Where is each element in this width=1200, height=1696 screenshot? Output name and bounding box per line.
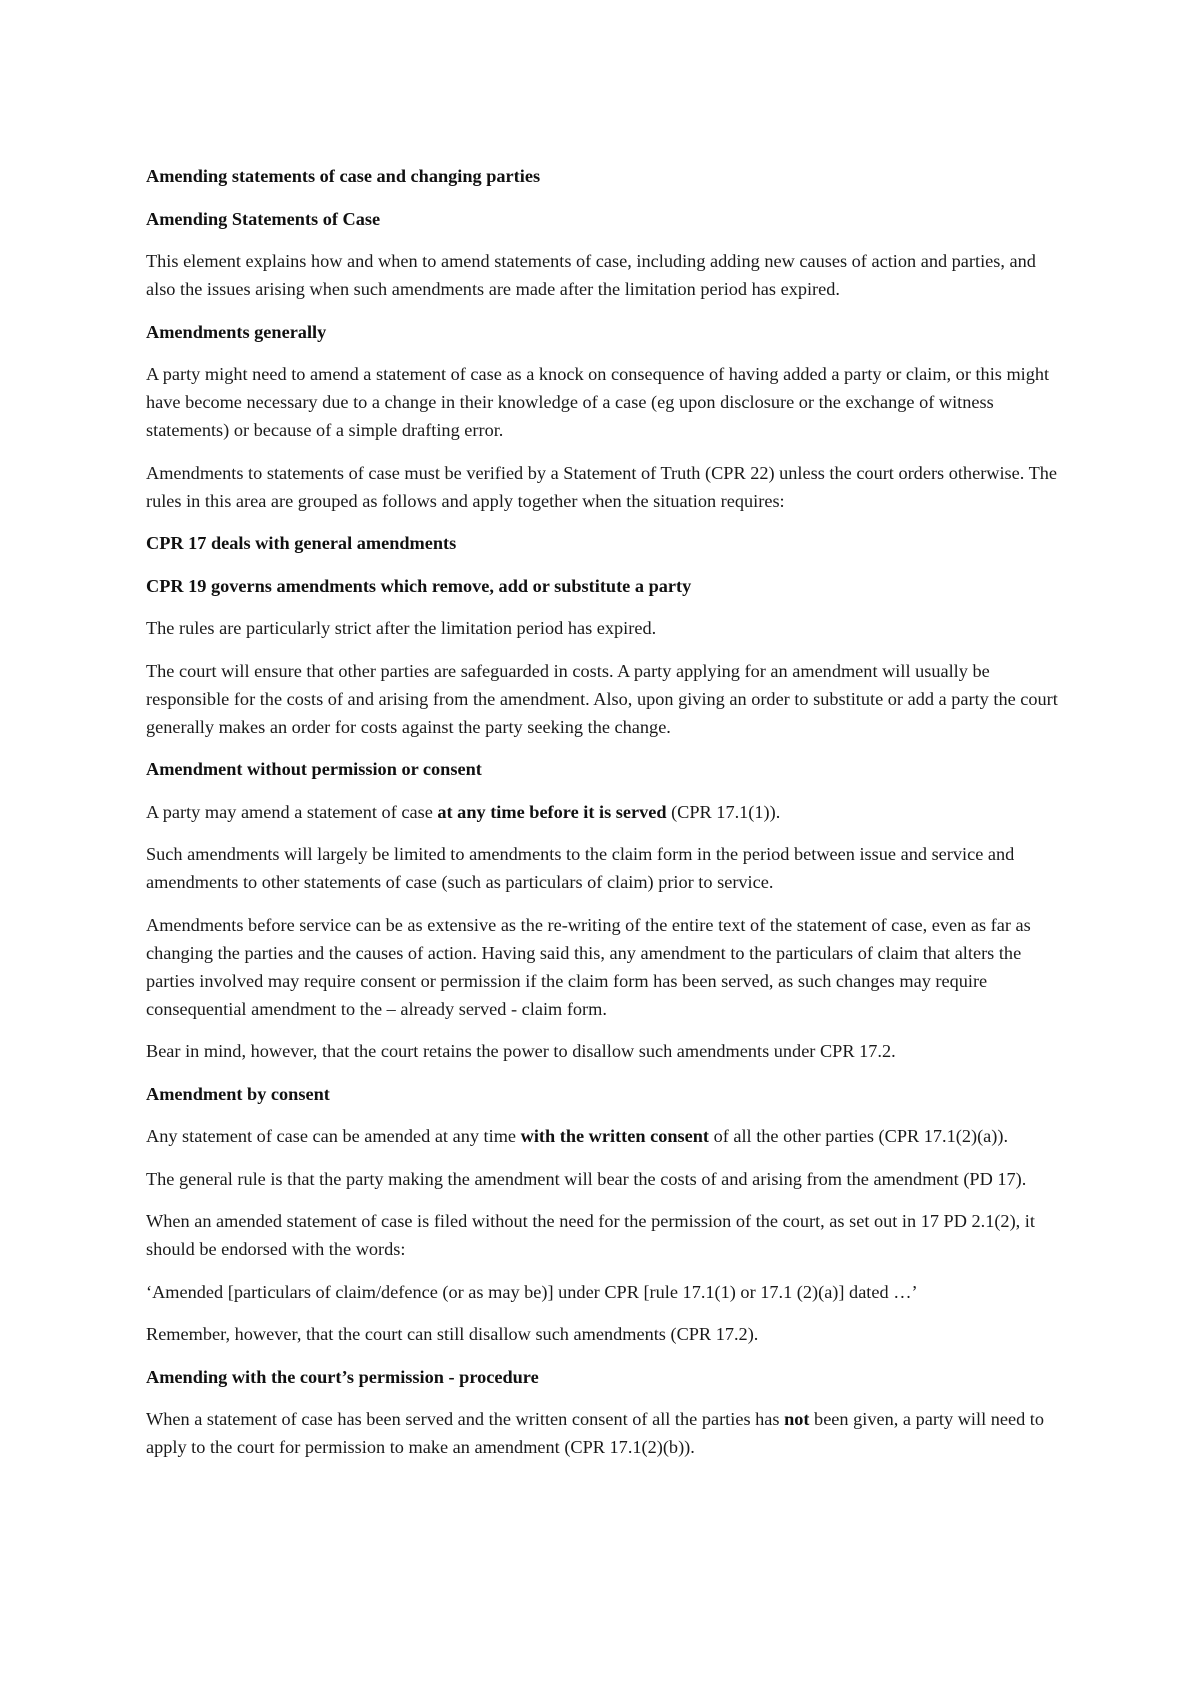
amendments-generally-paragraph-3: The rules are particularly strict after the limitation period has expired.	[146, 618, 657, 638]
without-permission-p1-text-c: (CPR 17.1(1)).	[666, 801, 781, 822]
cpr19-heading: CPR 19 governs amendments which remove, add or substitute a party	[146, 575, 692, 596]
by-consent-paragraph-2: The general rule is that the party making the amendment will bear the costs of and arising from the amendment (PD 17).	[146, 1168, 1027, 1189]
by-consent-p1-text-a: Any statement of case can be amended at any time	[146, 1126, 521, 1146]
amendments-generally-paragraph-4: The court will ensure that other parties are safeguarded in costs. A party applying for an amendment will usually be responsible for the costs of and arising from the amendment. Also, upon giving an order to substitute or add a party the court generally makes an order for costs against the party seeking the change.	[146, 660, 1058, 737]
with-permission-paragraph-1	[146, 1405, 1066, 1461]
without-permission-heading: Amendment without permission or consent	[146, 759, 482, 779]
amendments-generally-heading: Amendments generally	[146, 321, 327, 342]
by-consent-paragraph-1	[146, 1122, 1066, 1150]
without-permission-p1-emphasis: at any time before it is served	[437, 801, 667, 822]
by-consent-p1-emphasis: with the written consent	[520, 1126, 709, 1146]
by-consent-endorsement-quote: ‘Amended [particulars of claim/defence (or as may be)] under CPR [rule 17.1(1) or 17.1 (2)(a)] dated …’	[146, 1281, 918, 1302]
amendments-generally-paragraph-1: A party might need to amend a statement of case as a knock on consequence of having added a party or claim, or this might have become necessary due to a change in their knowledge of a case (eg upon disclosure or the exchange of witness statements) or because of a simple drafting error.	[146, 364, 1050, 440]
without-permission-paragraph-3: Amendments before service can be as extensive as the re-writing of the entire text of the statement of case, even as far as changing the parties and the causes of action. Having said this, any amendment to the particulars of claim that alters the parties involved may require consent or permission if the claim form has been served, as such changes may require consequential amendment to the – already served - claim form.	[146, 914, 1031, 1019]
with-permission-p1-text-c: been given, a party will need to apply to the court for permission to make an amendment (CPR 17.1(2)(b)).	[146, 1409, 1045, 1457]
by-consent-paragraph-5: Remember, however, that the court can still disallow such amendments (CPR 17.2).	[146, 1324, 759, 1344]
without-permission-paragraph-1	[146, 798, 1066, 826]
with-permission-heading: Amending with the court’s permission - procedure	[146, 1366, 539, 1387]
intro-paragraph: This element explains how and when to amend statements of case, including adding new causes of action and parties, and also the issues arising when such amendments are made after the limitation period has expired.	[146, 251, 1036, 299]
without-permission-paragraph-4: Bear in mind, however, that the court retains the power to disallow such amendments under CPR 17.2.	[146, 1041, 896, 1061]
without-permission-p1-text-a: A party may amend a statement of case	[146, 801, 438, 822]
with-permission-p1-text-a: When a statement of case has been served and the written consent of all the parties has	[146, 1409, 785, 1429]
by-consent-heading: Amendment by consent	[146, 1083, 330, 1104]
document-body	[146, 162, 1066, 1476]
by-consent-p1-text-c: of all the other parties (CPR 17.1(2)(a)).	[709, 1126, 1009, 1146]
by-consent-paragraph-3: When an amended statement of case is filed without the need for the permission of the court, as set out in 17 PD 2.1(2), it should be endorsed with the words:	[146, 1211, 1035, 1259]
cpr17-heading: CPR 17 deals with general amendments	[146, 533, 457, 553]
section-title: Amending Statements of Case	[146, 208, 381, 229]
document-title: Amending statements of case and changing parties	[146, 166, 541, 186]
without-permission-paragraph-2: Such amendments will largely be limited to amendments to the claim form in the period between issue and service and amendments to other statements of case (such as particulars of claim) prior to service.	[146, 844, 1015, 892]
with-permission-p1-emphasis: not	[784, 1409, 810, 1429]
amendments-generally-paragraph-2: Amendments to statements of case must be verified by a Statement of Truth (CPR 22) unless the court orders otherwise. The rules in this area are grouped as follows and apply together when the situation requires:	[146, 462, 1058, 511]
